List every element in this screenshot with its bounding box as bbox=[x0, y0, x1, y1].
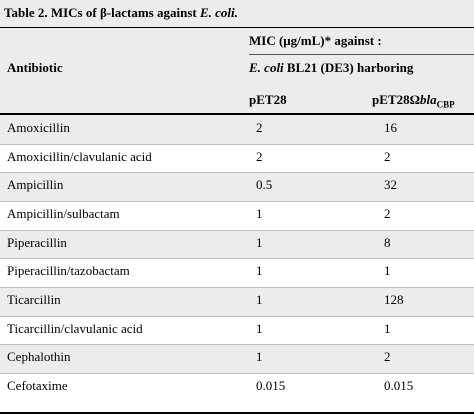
pet28bla-cell: 0.015 bbox=[384, 378, 414, 393]
pet28bla-cell: 2 bbox=[384, 349, 391, 364]
pet28-cell: 1 bbox=[256, 321, 263, 336]
row-divider bbox=[0, 172, 474, 173]
antibiotic-cell: Ampicillin bbox=[7, 177, 64, 192]
antibiotic-cell: Cephalothin bbox=[7, 349, 71, 364]
antibiotic-cell: Piperacillin/tazobactam bbox=[7, 263, 130, 278]
table-row bbox=[0, 258, 474, 287]
pet28bla-cell: 2 bbox=[384, 206, 391, 221]
pet28-cell: 1 bbox=[256, 292, 263, 307]
mic-header: MIC (μg/mL)* against : bbox=[249, 33, 382, 48]
pet28-cell: 1 bbox=[256, 206, 263, 221]
table-row bbox=[0, 373, 474, 412]
row-divider bbox=[0, 316, 474, 317]
col2-main: pET28Ω bbox=[372, 92, 420, 107]
pet28bla-cell: 2 bbox=[384, 149, 391, 164]
pet28bla-cell: 1 bbox=[384, 321, 391, 336]
caption-prefix: Table 2. MICs of β-lactams against bbox=[4, 5, 200, 20]
col-pet28-header: pET28 bbox=[249, 92, 287, 107]
pet28-cell: 0.015 bbox=[256, 378, 286, 393]
row-divider bbox=[0, 287, 474, 288]
table-row bbox=[0, 316, 474, 344]
antibiotic-cell: Ticarcillin/clavulanic acid bbox=[7, 321, 143, 336]
col2-sub: CBP bbox=[436, 99, 455, 110]
table-row bbox=[0, 201, 474, 230]
antibiotic-header: Antibiotic bbox=[7, 60, 63, 75]
row-divider bbox=[0, 144, 474, 145]
row-divider bbox=[0, 258, 474, 259]
col2-italic: bla bbox=[419, 92, 437, 107]
pet28bla-cell: 16 bbox=[384, 120, 397, 135]
pet28bla-cell: 1 bbox=[384, 263, 391, 278]
strain-header bbox=[249, 60, 413, 76]
col-pet28bla-header bbox=[372, 92, 455, 113]
antibiotic-cell: Ticarcillin bbox=[7, 292, 61, 307]
antibiotic-cell: Piperacillin bbox=[7, 235, 67, 250]
row-divider bbox=[0, 344, 474, 345]
pet28bla-cell: 128 bbox=[384, 292, 404, 307]
table-row bbox=[0, 287, 474, 316]
table-caption bbox=[0, 0, 474, 27]
strain-italic: E. coli bbox=[249, 60, 284, 75]
pet28-cell: 2 bbox=[256, 120, 263, 135]
antibiotic-cell: Amoxicillin bbox=[7, 120, 70, 135]
pet28-cell: 1 bbox=[256, 349, 263, 364]
pet28bla-cell: 8 bbox=[384, 235, 391, 250]
pet28-cell: 1 bbox=[256, 263, 263, 278]
table-row bbox=[0, 172, 474, 201]
antibiotic-cell: Ampicillin/sulbactam bbox=[7, 206, 120, 221]
pet28-cell: 0.5 bbox=[256, 177, 273, 192]
pet28bla-cell: 32 bbox=[384, 177, 397, 192]
antibiotic-cell: Amoxicillin/clavulanic acid bbox=[7, 149, 152, 164]
strain-rest: BL21 (DE3) harboring bbox=[283, 60, 414, 75]
row-divider bbox=[0, 373, 474, 374]
caption-organism: E. coli. bbox=[199, 5, 238, 20]
row-divider bbox=[0, 230, 474, 231]
pet28-cell: 2 bbox=[256, 149, 263, 164]
table-row bbox=[0, 230, 474, 258]
row-divider bbox=[0, 201, 474, 202]
pet28-cell: 1 bbox=[256, 235, 263, 250]
antibiotic-cell: Cefotaxime bbox=[7, 378, 68, 393]
table-row bbox=[0, 144, 474, 172]
table-row bbox=[0, 115, 474, 144]
table-row bbox=[0, 344, 474, 373]
mic-underline bbox=[249, 54, 474, 55]
